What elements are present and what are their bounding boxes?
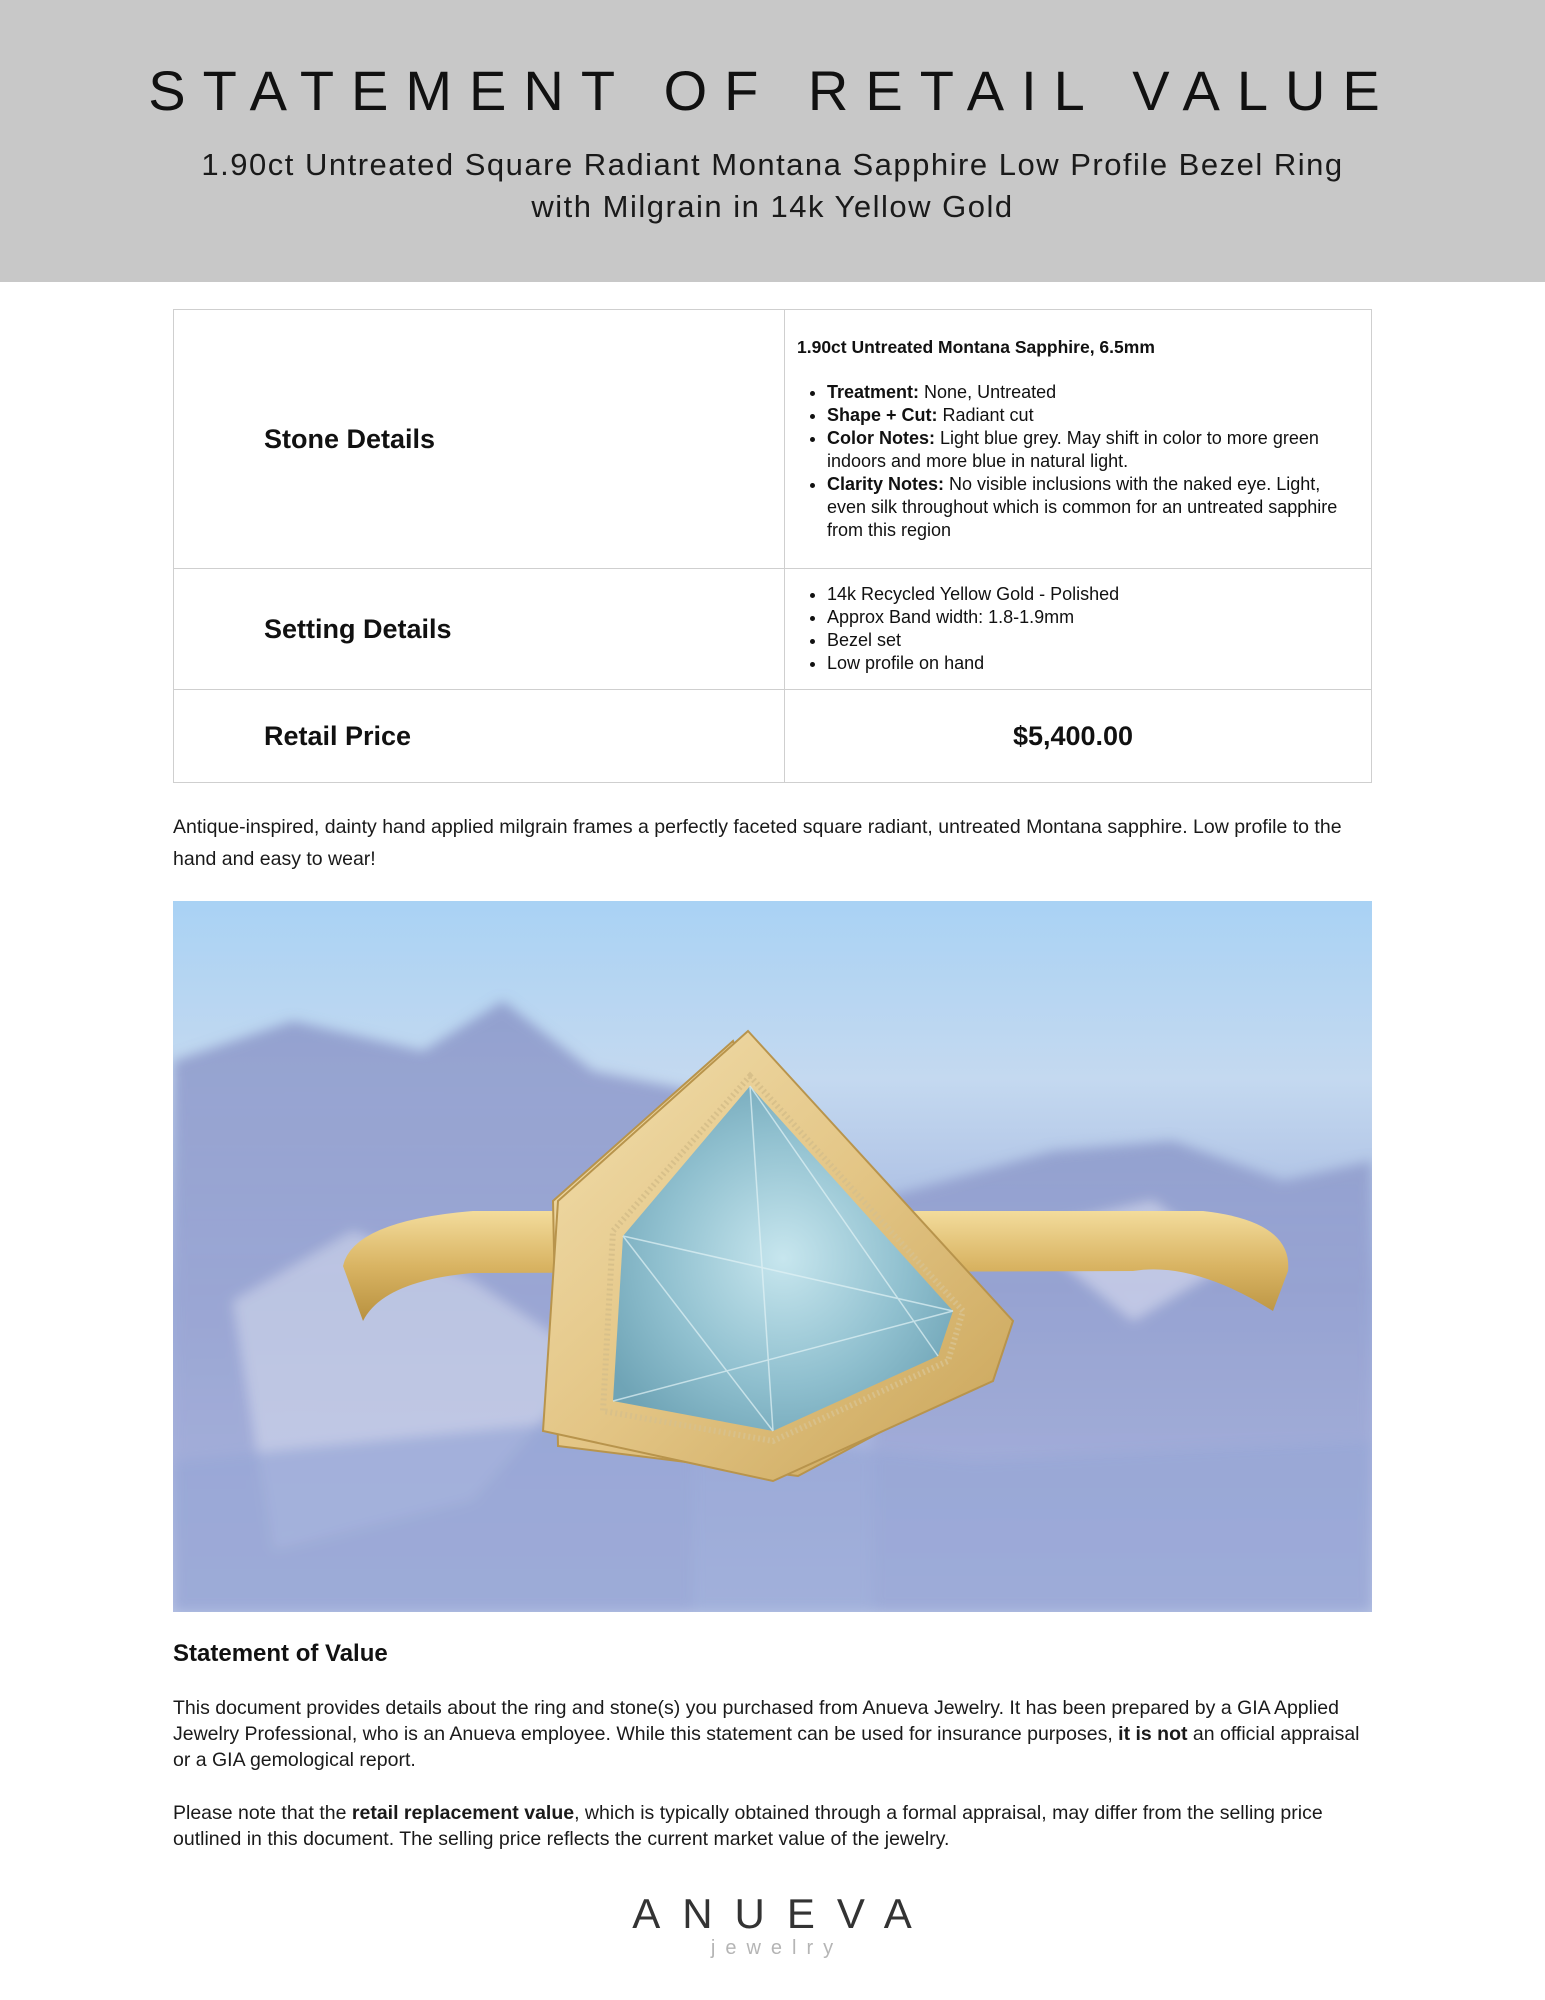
statement-heading: Statement of Value [173,1640,388,1667]
list-item [827,473,1349,542]
detail-value: Light blue grey. May shift in color to more green indoors and more blue in natural light. [827,428,1319,471]
ring-photo [173,901,1372,1612]
detail-key: Color Notes: [827,428,935,448]
detail-value: No visible inclusions with the naked eye. Light, even silk throughout which is common for an untreated sapphire from this region [827,474,1338,540]
stone-heading: 1.90ct Untreated Montana Sapphire, 6.5mm [797,337,1155,357]
retail-price-row [174,690,1372,783]
emphasis-text: it is not [1118,1723,1188,1745]
detail-key: Treatment: [827,382,920,402]
ring-illustration [173,901,1372,1612]
product-description: Antique-inspired, dainty hand applied milgrain frames a perfectly faceted square radiant, untreated Montana sapphire. Low profile to the hand and easy to wear! [173,816,1342,870]
list-item: • 14k Recycled Yellow Gold - Polished [827,583,1349,606]
logo-wordmark: ANUEVA [632,1890,934,1937]
document-title: STATEMENT OF RETAIL VALUE [148,59,1397,122]
list-item: • Approx Band width: 1.8-1.9mm [827,606,1349,629]
stone-details-list [797,381,1349,542]
list-item [827,381,1349,404]
list-item [827,404,1349,427]
details-table [173,309,1372,783]
paragraph-text: , which is typically obtained through a formal appraisal, may differ from the selling price outlined in this document. The selling price reflects the current market value of the jewelry. [173,1802,1323,1850]
header-banner [0,0,1545,282]
detail-key: Shape + Cut: [827,405,938,425]
list-item: • Bezel set [827,629,1349,652]
list-item: • Low profile on hand [827,652,1349,675]
retail-price-label: Retail Price [174,690,785,783]
stone-details-label: Stone Details [174,310,785,569]
setting-details-value [785,569,1372,690]
statement-paragraph-2 [173,1800,1378,1852]
paragraph-text: This document provides details about the ring and stone(s) you purchased from Anueva Jewelry. It has been prepared by a GIA Applied Jewelry Professional, who is an Anueva employee. While this statement can be used for insurance purposes, [173,1697,1339,1745]
detail-value: None, Untreated [919,382,1057,402]
paragraph-text: Please note that the [173,1802,352,1824]
stone-details-row [174,310,1372,569]
logo-subtext: jewelry [710,1937,844,1959]
emphasis-text: retail replacement value [351,1802,575,1824]
paragraph-text: an official appraisal or a GIA gemological report. [173,1723,1360,1771]
product-title: 1.90ct Untreated Square Radiant Montana Sapphire Low Profile Bezel Ring with Milgrain in 14k Yellow Gold [201,147,1344,224]
anueva-logo [572,1890,972,1958]
stone-details-value [785,310,1372,569]
retail-price-value: $5,400.00 [785,690,1372,783]
detail-value: Radiant cut [937,405,1034,425]
setting-details-list [797,583,1349,675]
list-item [827,427,1349,473]
setting-details-label: Setting Details [174,569,785,690]
setting-details-row [174,569,1372,690]
detail-key: Clarity Notes: [827,474,945,494]
statement-paragraph-1 [173,1695,1378,1773]
